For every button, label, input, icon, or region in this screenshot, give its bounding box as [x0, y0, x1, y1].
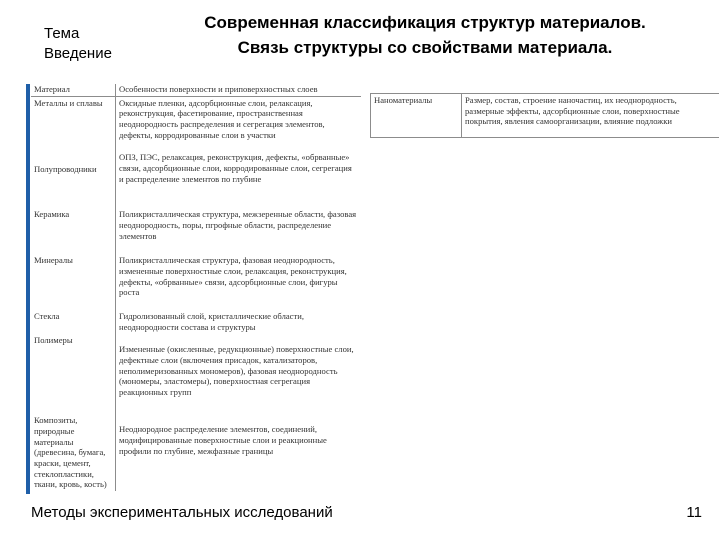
table-row — [31, 254, 361, 310]
table-row — [31, 414, 361, 491]
material-cell: Металлы и сплавы — [31, 96, 116, 150]
material-cell: Стекла — [31, 310, 116, 334]
materials-table — [31, 84, 361, 491]
footer-text: Методы экспериментальных исследований — [31, 504, 333, 521]
header-material: Материал — [31, 84, 116, 96]
material-cell: Керамика — [31, 208, 116, 254]
title-line-1: Современная классификация структур материалов. — [204, 13, 646, 32]
table-row — [31, 334, 361, 414]
material-cell: Полупроводники — [31, 150, 116, 208]
title-line-2: Связь структуры со свойствами материала. — [237, 38, 613, 57]
topic-label — [44, 24, 112, 64]
features-cell: Оксидные пленки, адсорбционные слои, релаксация, реконструкция, фасетирование, пространственная неоднородность распределения и сегрегация элементов, дефекты, корродированные слои в участки — [119, 97, 325, 140]
table-row — [31, 150, 361, 208]
features-cell: Неоднородное распределение элементов, соединений, модифицированные поверхностные слои и реакционные профили по глубине, межфазные границы — [119, 424, 327, 456]
material-cell: Наноматериалы — [371, 94, 462, 138]
nanomaterials-table — [370, 93, 719, 138]
table-row — [31, 208, 361, 254]
features-cell: Размер, состав, строение наночастиц, их неоднородность, размерные эффекты, адсорбционные слои, поверхностные покрытия, явления самоорганизации, влияние подложки — [465, 95, 680, 127]
topic-line-1: Тема — [44, 25, 80, 42]
features-cell: Гидролизованный слой, кристаллические области, неоднородности состава и структуры — [119, 311, 304, 332]
table-header-row — [31, 84, 361, 96]
material-cell: Композиты, природные материалы (древесина, бумага, краски, цемент, стеклопластики, ткани, кровь, кость) — [31, 414, 116, 491]
features-cell: Поликристаллическая структура, фазовая неоднородность, измененные поверхностные слои, релаксация, реконструкция, дефекты, «обрванные» связи, адсорбционные слои, фигуры роста — [119, 255, 347, 298]
features-cell: Поликристаллическая структура, межзеренные области, фазовая неоднородность, поры, пгрофные области, распределение элементов — [119, 209, 357, 241]
header-features: Особенности поверхности и приповерхностных слоев — [116, 84, 362, 96]
material-cell: Минералы — [31, 254, 116, 310]
features-cell: Измененные (окисленные, редукционные) поверхностные слои, дефектные слои (включения присадок, катализаторов, неполимеризованных мономеров), фазовая неоднородность (мономеры, эластомеры), поверхностная сегрегация реакционных групп — [119, 344, 354, 398]
table-row — [31, 310, 361, 334]
features-cell: ОПЗ, ПЭС, релаксация, реконструкция, дефекты, «обрванные» связи, адсорбционные слои, корродированные слои, сегрегация и распределение элементов по глубине — [119, 152, 352, 184]
material-cell: Полимеры — [31, 334, 116, 414]
slide-title — [150, 10, 700, 60]
page-number: 11 — [686, 504, 702, 521]
table-row — [371, 94, 720, 138]
left-accent-bar — [26, 84, 30, 494]
table-row — [31, 96, 361, 150]
topic-line-2: Введение — [44, 45, 112, 62]
